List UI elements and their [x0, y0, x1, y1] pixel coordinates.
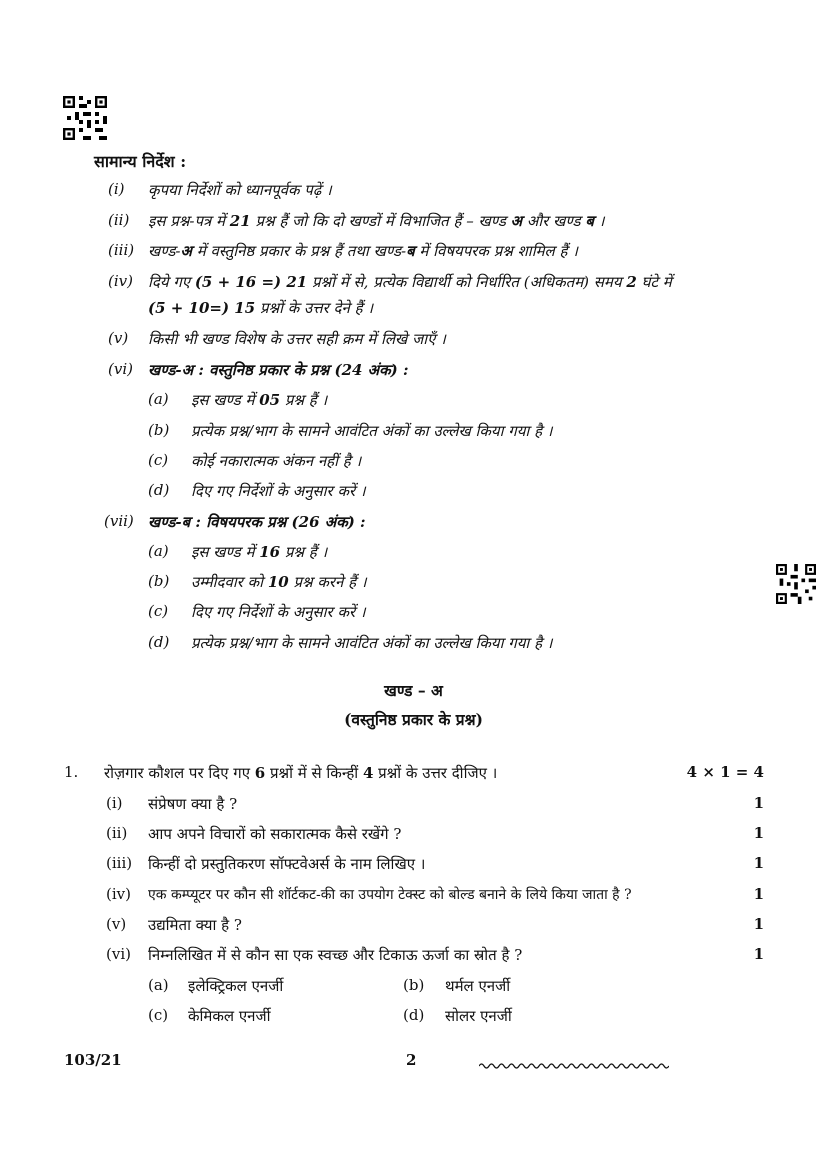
- section-title: खण्ड – अ: [384, 681, 443, 700]
- instruction-iii: [108, 241, 578, 260]
- instruction-vi: [108, 360, 409, 379]
- sub-text: उम्मीदवार को 10 प्रश्न करने हैं ।: [191, 573, 367, 591]
- part-num: (iv): [106, 885, 131, 903]
- option-b: [403, 976, 511, 995]
- sub-text: इस खण्ड में 05 प्रश्न हैं ।: [191, 391, 328, 409]
- instruction-text: कृपया निर्देशों को ध्यानपूर्वक पढ़ें ।: [148, 181, 332, 199]
- instruction-text: खण्ड-अ में वस्तुनिष्ठ प्रकार के प्रश्न हैं तथा खण्ड-ब में विषयपरक प्रश्न शामिल हैं ।: [148, 242, 578, 260]
- instruction-ii: [108, 211, 605, 230]
- part-text: एक कम्प्यूटर पर कौन सी शॉर्टकट-की का उपयोग टेक्स्ट को बोल्ड बनाने के लिये किया जाता है ?: [148, 887, 632, 903]
- sub-num: (b): [148, 421, 170, 439]
- instruction-text-line1: दिये गए (5 + 16 =) 21 प्रश्नों में से, प्रत्येक विद्यार्थी को निर्धारित (अधिकतम) समय 2 घंटे में: [148, 273, 672, 291]
- part-text: संप्रेषण क्या है ?: [148, 795, 238, 813]
- instruction-text: किसी भी खण्ड विशेष के उत्तर सही क्रम में लिखे जाएँ ।: [148, 330, 446, 348]
- section-a-sub-b: [148, 421, 553, 440]
- section-a-sub-d: [148, 481, 366, 500]
- option-c: [148, 1006, 271, 1025]
- instruction-text: खण्ड-ब : विषयपरक प्रश्न (26 अंक) :: [148, 513, 366, 531]
- section-b-sub-c: [148, 602, 366, 621]
- instruction-num: (v): [108, 329, 129, 347]
- question-1: [64, 763, 764, 781]
- sub-num: (a): [148, 390, 169, 408]
- section-b-sub-b: [148, 572, 367, 591]
- part-num: (ii): [106, 824, 128, 842]
- instruction-num: (iii): [108, 241, 135, 259]
- part-num: (vi): [106, 945, 131, 963]
- part-marks: 1: [753, 945, 764, 963]
- instruction-text-line2: (5 + 10=) 15 प्रश्नों के उत्तर देने हैं ।: [148, 299, 374, 317]
- question-part: [106, 915, 764, 933]
- instruction-text: इस प्रश्न-पत्र में 21 प्रश्न हैं जो कि दो खण्डों में विभाजित हैं – खण्ड अ और खण्ड ब ।: [148, 212, 605, 230]
- option-text: सोलर एनर्जी: [445, 1007, 512, 1025]
- part-marks: 1: [753, 915, 764, 933]
- option-d: [403, 1006, 512, 1025]
- sub-num: (b): [148, 572, 170, 590]
- option-a: [148, 976, 284, 995]
- instruction-num: (vi): [108, 360, 133, 378]
- qr-code-side: [776, 564, 816, 604]
- page-number: 2: [406, 1051, 417, 1069]
- option-label: (a): [148, 976, 169, 994]
- instruction-v: [108, 329, 446, 348]
- wavy-line-decoration: [479, 1056, 669, 1075]
- part-marks: 1: [753, 854, 764, 872]
- part-num: (v): [106, 915, 127, 933]
- section-b-sub-d: [148, 633, 553, 652]
- part-marks: 1: [753, 794, 764, 812]
- part-marks: 1: [753, 824, 764, 842]
- part-text: निम्नलिखित में से कौन सा एक स्वच्छ और टिकाऊ ऊर्जा का स्रोत है ?: [148, 946, 523, 964]
- qr-code-top: [63, 96, 107, 140]
- general-instructions-heading: सामान्य निर्देश :: [94, 152, 187, 171]
- sub-num: (a): [148, 542, 169, 560]
- sub-num: (c): [148, 451, 169, 469]
- part-num: (iii): [106, 854, 133, 872]
- sub-text: प्रत्येक प्रश्न/भाग के सामने आवंटित अंकों का उल्लेख किया गया है ।: [191, 634, 553, 652]
- option-text: केमिकल एनर्जी: [188, 1007, 271, 1025]
- part-num: (i): [106, 794, 123, 812]
- section-subtitle: (वस्तुनिष्ठ प्रकार के प्रश्न): [344, 710, 483, 729]
- part-marks: 1: [753, 885, 764, 903]
- part-text: आप अपने विचारों को सकारात्मक कैसे रखेंगे ?: [148, 825, 402, 843]
- part-text: उद्यमिता क्या है ?: [148, 916, 242, 934]
- sub-num: (d): [148, 481, 170, 499]
- question-part: [106, 945, 764, 963]
- instruction-text: खण्ड-अ : वस्तुनिष्ठ प्रकार के प्रश्न (24 अंक) :: [148, 361, 409, 379]
- part-text: किन्हीं दो प्रस्तुतिकरण सॉफ्टवेअर्स के नाम लिखिए ।: [148, 855, 426, 873]
- section-a-sub-a: [148, 390, 328, 409]
- option-text: इलेक्ट्रिकल एनर्जी: [188, 977, 284, 995]
- section-b-sub-a: [148, 542, 328, 561]
- sub-num: (c): [148, 602, 169, 620]
- sub-text: प्रत्येक प्रश्न/भाग के सामने आवंटित अंकों का उल्लेख किया गया है ।: [191, 422, 553, 440]
- instruction-iv: [108, 272, 672, 317]
- question-part: [106, 885, 764, 903]
- option-label: (b): [403, 976, 425, 994]
- paper-code: 103/21: [64, 1051, 122, 1069]
- sub-text: कोई नकारात्मक अंकन नहीं है ।: [191, 452, 362, 470]
- question-part: [106, 794, 764, 812]
- question-text: रोज़गार कौशल पर दिए गए 6 प्रश्नों में से किन्हीं 4 प्रश्नों के उत्तर दीजिए ।: [104, 764, 498, 782]
- instruction-num: (vii): [104, 512, 134, 530]
- question-part: [106, 824, 764, 842]
- instruction-vii: [104, 512, 366, 531]
- question-marks: 4 × 1 = 4: [686, 763, 764, 781]
- instruction-i: [108, 180, 332, 199]
- instruction-num: (i): [108, 180, 125, 198]
- option-text: थर्मल एनर्जी: [445, 977, 511, 995]
- section-a-sub-c: [148, 451, 362, 470]
- sub-num: (d): [148, 633, 170, 651]
- sub-text: इस खण्ड में 16 प्रश्न हैं ।: [191, 543, 328, 561]
- question-number: 1.: [64, 763, 79, 781]
- option-label: (d): [403, 1006, 425, 1024]
- option-label: (c): [148, 1006, 169, 1024]
- question-part: [106, 854, 764, 872]
- instruction-num: (ii): [108, 211, 130, 229]
- sub-text: दिए गए निर्देशों के अनुसार करें ।: [191, 482, 366, 500]
- instruction-num: (iv): [108, 272, 133, 290]
- sub-text: दिए गए निर्देशों के अनुसार करें ।: [191, 603, 366, 621]
